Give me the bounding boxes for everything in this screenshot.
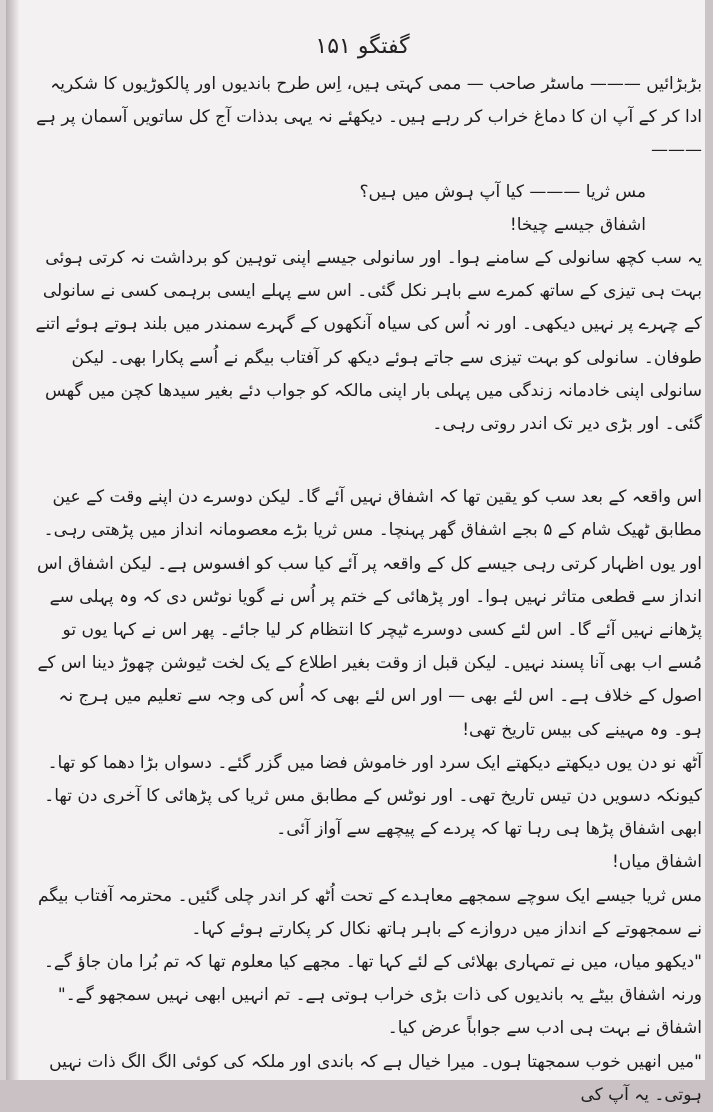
paragraph-11: اشفاق نے بہت ہی ادب سے جواباً عرض کیا۔ [387, 1018, 702, 1039]
paragraph-5: اس واقعہ کے بعد سب کو یقین تھا کہ اشفاق نہیں آئے گا۔ لیکن دوسرے دن اپنے وقت کے عین مطابق ٹھیک شام کے ۵ بجے اشفاق گھر پہنچا۔ مس ثریا بڑے معصومانہ انداز میں پڑھتی رہی۔ اور یوں اظہار کرتی رہی جیسے کل کے واقعہ پر آئے کیا سب کو افسوس ہے۔ لیکن اشفاق اس انداز سے قطعی متاثر نہیں ہوا۔ اور پڑھائی کے ختم پر اُس نے گویا نوٹس دی کہ وہ پہلی سے پڑھانے نہیں آئے گا۔ اس لئے کسی دوسرے ٹیچر کا انتظام کر لیا جائے۔ پھر اس نے کہا یوں تو مُسے اب بھی آنا پسند نہیں۔ لیکن قبل از وقت بغیر اطلاع کے یک لخت ٹیوشن چھوڑ دینا اس کے اصول کے خلاف ہے۔ اس لئے بھی — اور اس لئے بھی کہ اُس کی وجہ سے تعلیم میں ہرج نہ ہو۔ وہ مہینے کی بیس تاریخ تھی! [37, 487, 702, 740]
paragraph-9: مس ثریا جیسے ایک سوچے سمجھے معاہدے کے تحت اُٹھ کر اندر چلی گئیں۔ محترمہ آفتاب بیگم نے سمجھوتے کے انداز میں دروازے کے باہر ہاتھ نکال کر پکارتے ہوئے کہا۔ [37, 885, 702, 939]
page-header: گفتگو ۱۵۱ [315, 34, 410, 59]
paragraph-10: "دیکھو میاں، میں نے تمہاری بھلائی کے لئے کہا تھا۔ مجھے کیا معلوم تھا کہ تم بُرا مان جاؤ گے۔ ورنہ اشفاق بیٹے یہ باندیوں کی ذات بڑی خراب ہوتی ہے۔ تم انہیں ابھی نہیں سمجھو گے۔" [43, 952, 702, 1006]
paragraph-8: اشفاق میاں! [611, 852, 702, 873]
paragraph-4: یہ سب کچھ سانولی کے سامنے ہوا۔ اور سانولی جیسے اپنی توہین کو برداشت نہ کرتی ہوئی بہت ہی تیزی کے ساتھ کمرے سے باہر نکل گئی۔ اس سے پہلے ایسی برہمی کسی نے سانولی کے چہرے پر نہیں دیکھی۔ اور نہ اُس کی سیاہ آنکھوں کے گہرے سمندر میں بلند ہوتے ہوئے اتنے طوفان۔ سانولی کو بہت تیزی سے جاتے ہوئے دیکھ کر آفتاب بیگم نے اُسے پکارا بھی۔ لیکن سانولی اپنی خادمانہ زندگی میں پہلی بار اپنی مالکہ کو جواب دئے بغیر سیدھا کچن میں گھس گئی۔ اور بڑی دیر تک اندر روتی رہی۔ [35, 248, 702, 435]
paragraph-3: اشفاق جیسے چیخا! [509, 214, 646, 235]
binding-shadow [6, 0, 20, 1080]
paragraph-2: مس ثریا ——— کیا آپ ہوش میں ہیں؟ [359, 181, 646, 202]
paragraph-1: بڑبڑائیں ——— ماسٹر صاحب — ممی کہتی ہیں، اِس طرح باندیوں اور پالکوڑیوں کا شکریہ ادا کر کے آپ ان کا دماغ خراب کر رہے ہیں۔ دیکھئے نہ یہی بدذات آج کل ساتویں آسمان پر ہے ——— [36, 74, 702, 161]
page-body [30, 68, 702, 1112]
paragraph-6: آٹھ نو دن یوں دیکھتے دیکھتے ایک سرد اور خاموش فضا میں گزر گئے۔ دسواں بڑا دھما کو تھا۔ کیونکہ دسویں دن تیس تاریخ تھی۔ اور نوٹس کے مطابق مس ثریا کی پڑھائی کا آخری دن تھا۔ [44, 752, 702, 807]
paragraph-7: ابھی اشفاق پڑھا ہی رہا تھا کہ پردے کے پیچھے سے آواز آئی۔ [276, 819, 702, 840]
paragraph-12: "میں انھیں خوب سمجھتا ہوں۔ میرا خیال ہے کہ باندی اور ملکہ کی کوئی الگ الگ ذات نہیں ہوتی۔ یہ آپ کی [49, 1051, 702, 1105]
